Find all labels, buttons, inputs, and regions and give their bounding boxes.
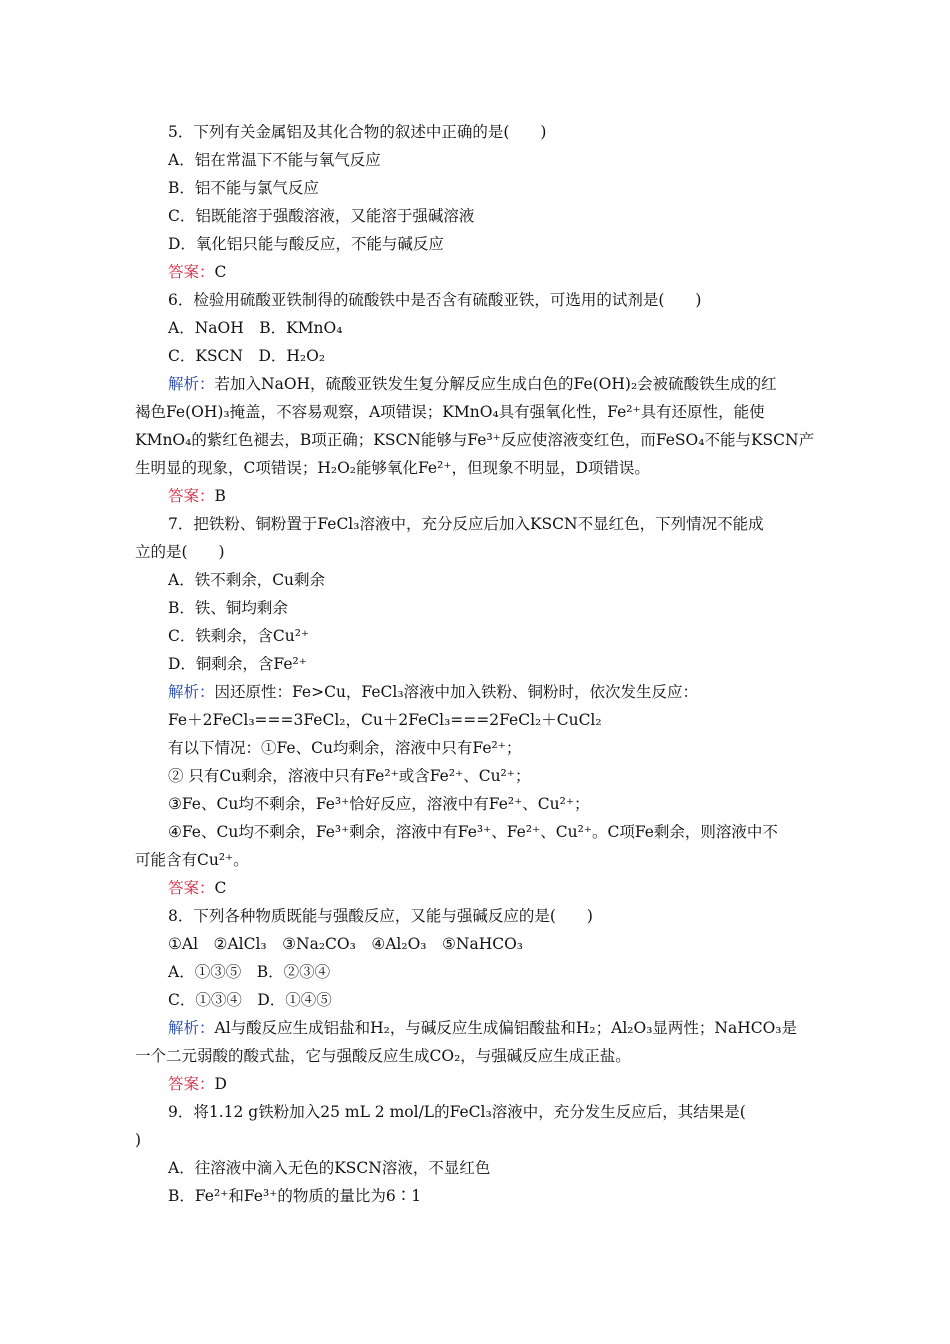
- question-9-option-a: A．往溶液中滴入无色的KSCN溶液，不显红色: [168, 1159, 491, 1177]
- question-9-option-b: B．Fe²⁺和Fe³⁺的物质的量比为6∶1: [168, 1187, 422, 1205]
- answer-value: B: [214, 487, 226, 505]
- question-7-analysis-7: 可能含有Cu²⁺。: [135, 851, 249, 869]
- answer-label: 答案：: [168, 1075, 215, 1093]
- question-9-stem-2: ): [135, 1131, 142, 1149]
- question-6-answer: [168, 485, 816, 507]
- question-8-analysis-1: [168, 1017, 816, 1039]
- question-5-stem: 5．下列有关金属铝及其化合物的叙述中正确的是( ): [168, 123, 547, 141]
- question-7-analysis-1: [168, 681, 816, 703]
- question-7-stem-1: 7．把铁粉、铜粉置于FeCl₃溶液中，充分反应后加入KSCN不显红色，下列情况不能成: [168, 515, 764, 533]
- question-6-options-ab: A．NaOH B．KMnO₄: [168, 319, 343, 337]
- question-9-stem-1: 9．将1.12 g铁粉加入25 mL 2 mol/L的FeCl₃溶液中，充分发生反应后，其结果是(: [168, 1103, 746, 1121]
- answer-label: 答案：: [168, 263, 215, 281]
- question-6-stem: 6．检验用硫酸亚铁制得的硫酸铁中是否含有硫酸亚铁，可选用的试剂是( ): [168, 291, 702, 309]
- question-7-analysis-3: 有以下情况：①Fe、Cu均剩余，溶液中只有Fe²⁺；: [168, 739, 522, 757]
- question-8-answer: [168, 1073, 816, 1095]
- question-7-analysis-2: Fe＋2FeCl₃===3FeCl₂，Cu＋2FeCl₃===2FeCl₂＋CuCl₂: [168, 711, 602, 729]
- question-7-option-c: C．铁剩余，含Cu²⁺: [168, 627, 310, 645]
- question-8-items: ①Al ②AlCl₃ ③Na₂CO₃ ④Al₂O₃ ⑤NaHCO₃: [168, 935, 523, 953]
- question-5-option-a: A．铝在常温下不能与氧气反应: [168, 151, 381, 169]
- question-5-option-d: D．氧化铝只能与酸反应，不能与碱反应: [168, 235, 444, 253]
- question-7-answer: [168, 877, 816, 899]
- question-6-options-cd: C．KSCN D．H₂O₂: [168, 347, 326, 365]
- question-6-analysis-4: 生明显的现象，C项错误；H₂O₂能够氧化Fe²⁺，但现象不明显，D项错误。: [135, 459, 650, 477]
- question-5-option-c: C．铝既能溶于强酸溶液，又能溶于强碱溶液: [168, 207, 475, 225]
- question-8-options-cd: C．①③④ D．①④⑤: [168, 991, 332, 1009]
- question-7-stem-2: 立的是( ): [135, 543, 225, 561]
- answer-value: C: [214, 879, 227, 897]
- question-5-answer: [168, 261, 816, 283]
- answer-value: D: [214, 1075, 227, 1093]
- question-8-options-ab: A．①③⑤ B．②③④: [168, 963, 331, 981]
- analysis-label: 解析：: [168, 1019, 215, 1037]
- question-7-option-a: A．铁不剩余，Cu剩余: [168, 571, 326, 589]
- question-6-analysis-3: KMnO₄的紫红色褪去，B项正确；KSCN能够与Fe³⁺反应使溶液变红色，而FeSO₄不能与KSCN产: [135, 431, 815, 449]
- question-6-analysis-2: 褐色Fe(OH)₃掩盖，不容易观察，A项错误；KMnO₄具有强氧化性，Fe²⁺具有还原性，能使: [135, 403, 765, 421]
- question-7-analysis-6: ④Fe、Cu均不剩余，Fe³⁺剩余，溶液中有Fe³⁺、Fe²⁺、Cu²⁺。C项Fe剩余，则溶液中不: [168, 823, 778, 841]
- question-6-analysis-1: [168, 373, 816, 395]
- question-8-analysis-2: 一个二元弱酸的酸式盐，它与强酸反应生成CO₂，与强碱反应生成正盐。: [135, 1047, 631, 1065]
- question-7-option-d: D．铜剩余，含Fe²⁺: [168, 655, 307, 673]
- analysis-label: 解析：: [168, 375, 215, 393]
- analysis-label: 解析：: [168, 683, 215, 701]
- analysis-text: Al与酸反应生成铝盐和H₂，与碱反应生成偏铝酸盐和H₂；Al₂O₃显两性；NaHCO₃是: [214, 1019, 798, 1037]
- question-7-analysis-5: ③Fe、Cu均不剩余，Fe³⁺恰好反应，溶液中有Fe²⁺、Cu²⁺；: [168, 795, 590, 813]
- question-8-stem: 8．下列各种物质既能与强酸反应，又能与强碱反应的是( ): [168, 907, 593, 925]
- answer-value: C: [214, 263, 227, 281]
- answer-label: 答案：: [168, 487, 215, 505]
- question-5-option-b: B．铝不能与氯气反应: [168, 179, 319, 197]
- question-7-analysis-4: ② 只有Cu剩余，溶液中只有Fe²⁺或含Fe²⁺、Cu²⁺；: [168, 767, 531, 785]
- analysis-text: 若加入NaOH，硫酸亚铁发生复分解反应生成白色的Fe(OH)₂会被硫酸铁生成的红: [214, 375, 777, 393]
- answer-label: 答案：: [168, 879, 215, 897]
- question-7-option-b: B．铁、铜均剩余: [168, 599, 288, 617]
- analysis-text: 因还原性：Fe>Cu，FeCl₃溶液中加入铁粉、铜粉时，依次发生反应：: [214, 683, 699, 701]
